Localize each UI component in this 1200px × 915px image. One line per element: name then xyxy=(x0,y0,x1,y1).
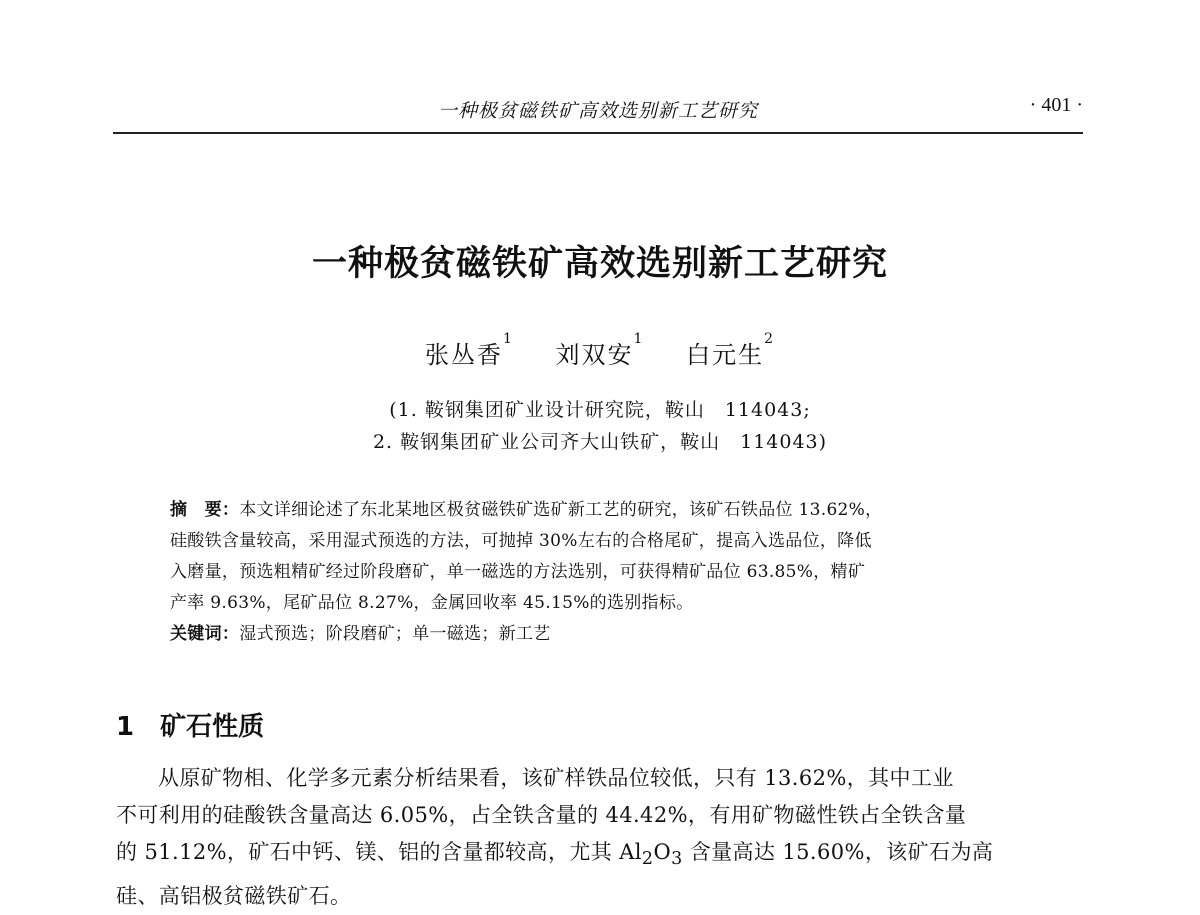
subscript: 3 xyxy=(671,849,683,870)
author: 刘双安$^1$ xyxy=(555,331,645,369)
running-head xyxy=(113,88,1083,134)
affiliation-marker: 2 xyxy=(764,331,776,347)
author-list xyxy=(0,331,1200,370)
body-line: 从原矿物相、化学多元素分析结果看，该矿样铁品位较低，只有 13.62%，其中工业 xyxy=(158,766,954,790)
abstract xyxy=(170,495,1050,650)
body-paragraph xyxy=(116,760,1088,915)
abstract-label: 摘 要： xyxy=(170,500,240,520)
abstract-line: 产率 9.63%，尾矿品位 8.27%，金属回收率 45.15%的选别指标。 xyxy=(170,593,694,613)
section-heading xyxy=(116,706,264,743)
affiliation-marker: 1 xyxy=(633,331,645,347)
body-line: 不可利用的硅酸铁含量高达 6.05%，占全铁含量的 44.42%，有用矿物磁性铁占全铁含量 xyxy=(116,803,967,827)
keywords-label: 关键词： xyxy=(170,624,240,644)
keywords-text: 湿式预选；阶段磨矿；单一磁选；新工艺 xyxy=(239,624,551,644)
running-title: 一种极贫磁铁矿高效选别新工艺研究 xyxy=(437,100,758,122)
author: 白元生$^2$ xyxy=(686,331,776,369)
affiliation-marker: 1 xyxy=(502,331,514,347)
abstract-line: 硅酸铁含量较高，采用湿式预选的方法，可抛掉 30%左右的合格尾矿，提高入选品位，降低 xyxy=(170,531,872,551)
author: 张丛香$^1$ xyxy=(424,331,514,369)
subscript: 2 xyxy=(641,849,654,870)
body-line: 硅、高铝极贫磁铁矿石。 xyxy=(116,884,352,909)
affiliation: 2. 鞍钢集团矿业公司齐大山铁矿，鞍山 114043) xyxy=(372,431,828,453)
affiliation: (1. 鞍钢集团矿业设计研究院，鞍山 114043; xyxy=(389,399,811,421)
body-line: 的 51.12%，矿石中钙、镁、铝的含量都较高，尤其 $Al_2O_3$ 含量高达 15.60%，该矿石为高 xyxy=(116,840,994,870)
keywords xyxy=(170,619,1050,650)
section-title: 矿石性质 xyxy=(160,712,265,742)
article-title: 一种极贫磁铁矿高效选别新工艺研究 xyxy=(311,244,888,284)
abstract-line: 摘 要：本文详细论述了东北某地区极贫磁铁矿选矿新工艺的研究，该矿石铁品位 13.62%， xyxy=(170,500,883,520)
section-number: 1 xyxy=(116,712,135,742)
page-number: · 401 · xyxy=(1029,94,1083,116)
abstract-line: 入磨量，预选粗精矿经过阶段磨矿，单一磁选的方法选别，可获得精矿品位 63.85%，精矿 xyxy=(170,562,866,582)
